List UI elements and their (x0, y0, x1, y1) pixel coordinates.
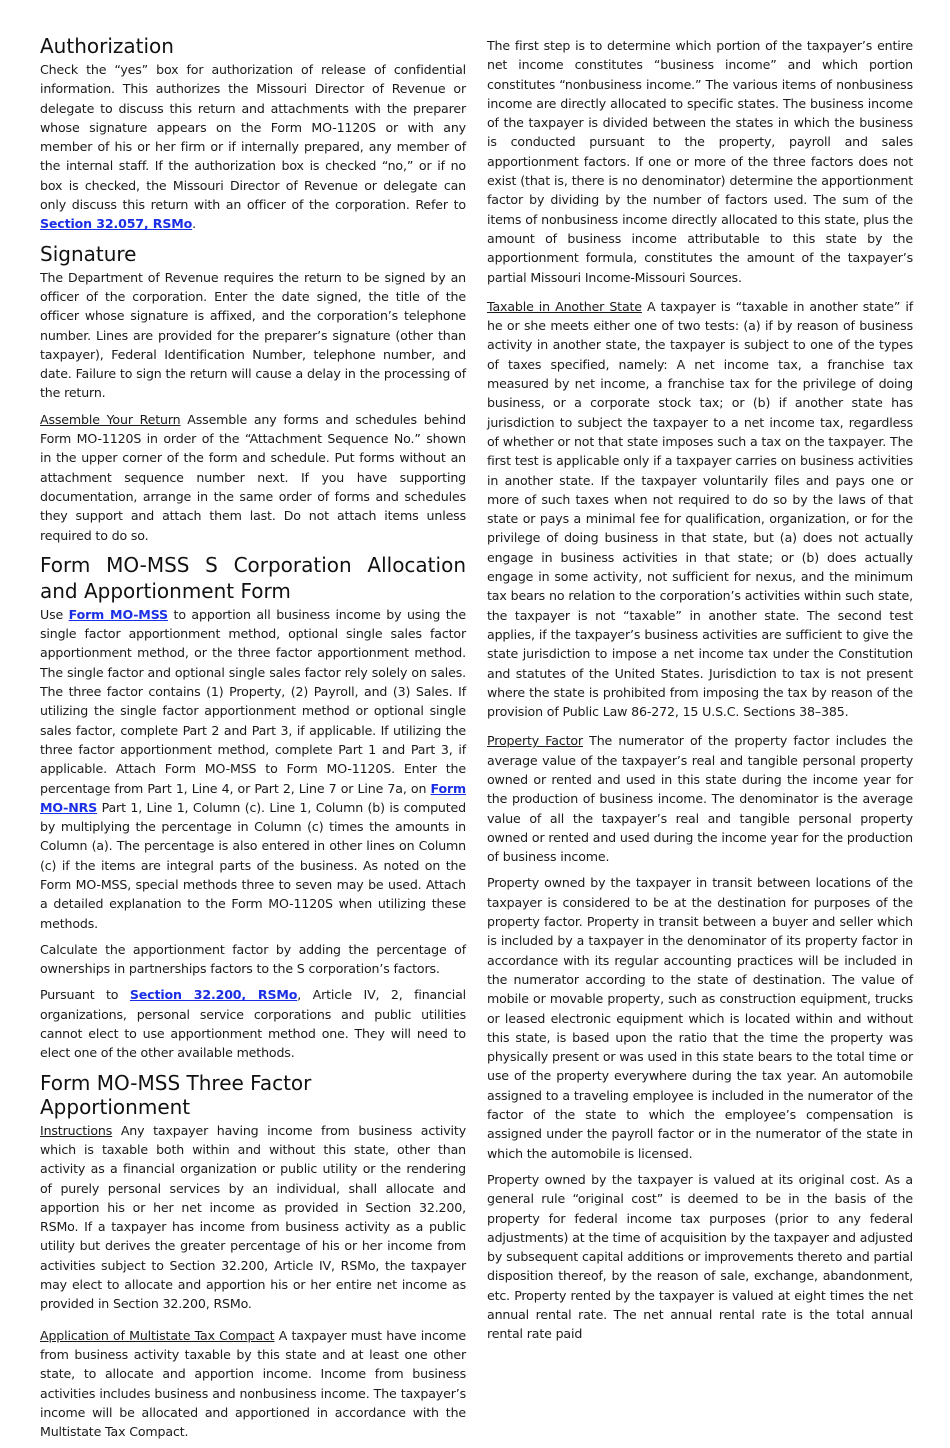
mo-mss-paragraph-1: Use Form MO-MSS to apportion all business income by using the single factor apportionment method, optional single sales factor apportionment method, or the three factor apportionment method. The single factor and optional single sales factor rely solely on sales. The three factor contains (1) Property, (2) Payroll, and (3) Sales. If utilizing the single factor apportionment method or optional single sales factor, complete Part 2 and Part 3, if applicable. If utilizing the three factor apportionment method, complete Part 1 and Part 3, if applicable. Attach Form MO-MSS to Form MO-1120S. Enter the percentage from Part 1, Line 4, or Part 2, Line 7 or Line 7a, on Form MO-NRS Part 1, Line 1, Column (c). Line 1, Column (b) is computed by multiplying the percentage in Column (c) times the amounts in Column (a). The percentage is also entered in other lines on Column (c) if the items are integral parts of the business. As noted on the Form MO-MSS, special methods three to seven may be used. Attach a detailed explanation to the Form MO-1120S when utilizing these methods. (40, 606, 466, 931)
transit-paragraph: Property owned by the taxpayer in transit between locations of the taxpayer is considered to be at the destination for purposes of the property factor. Property in transit between a buyer and seller which is included by a taxpayer in the denominator of its property factor in accordance with its regular accounting practices will be included in the numerator according to the state of destination. The value of mobile or movable property, such as construction equipment, trucks or leased electronic equipment which is located within and without this state, is based upon the ratio that the time the property was physically present or was used in this state bears to the total time or use of the property everywhere during the tax year. An automobile assigned to a traveling employee is included in the numerator of the factor of the state to which the employee’s compensation is assigned under the payroll factor or in the numerator of the state in which the automobile is licensed. (487, 875, 913, 1161)
instructions-title: Instructions (40, 1122, 113, 1138)
assemble-title: Assemble Your Return (40, 411, 181, 427)
taxable-paragraph: Taxable in Another State A taxpayer is “taxable in another state” if he or she meets either one of two tests: (a) if by reason of business activity in another state, the taxpayer is subject to one of the types of taxes specified, namely: A net income tax, a franchise tax measured by net income, a franchise tax for the privilege of doing business, or a corporate stock tax; or (b) if another state has jurisdiction to subject the taxpayer to a net income tax, regardless of whether or not that state imposes such a tax on the taxpayer. The first test is applicable only if a taxpayer carries on business activities in another state. If the taxpayer voluntarily files and pays one or more of such taxes when not required to do so by the laws of that state or pays a minimal fee for qualification, organization, or for the privilege of doing business in that state, but (a) does not actually engage in business activities in that state; or (b) does actually engage in some activity, not sufficient for nexus, and the minimum tax bears no relation to the corporation’s activities within such state, the taxpayer is not “taxable” in another state. The second test applies, if the taxpayer’s business activities are sufficient to give the state jurisdiction to impose a net income tax under the Constitution and statutes of the United States. Jurisdiction to tax is not present where the state is prohibited from imposing the tax by reason of the provision of Public Law 86-272, 15 U.S.C. Sections 38–385. (487, 298, 914, 720)
property-factor-paragraph: Property Factor The numerator of the property factor includes the average value of the taxpayer’s real and tangible personal property owned or rented and used in this state during the income year for the production of business income. The denominator is the average value of all the taxpayer’s real and tangible personal property owned or rented and used during the income year for the production of business income. (487, 733, 913, 865)
right-column (487, 36, 913, 1351)
mo-mss-heading: Form MO-MSS S Corporation Allocation (40, 552, 466, 577)
section-32-057-link[interactable]: Section 32.057, RSMo (40, 216, 193, 232)
section-32-200-link[interactable]: Section 32.200, RSMo (129, 987, 298, 1003)
assemble-paragraph: Assemble Your Return Assemble any forms and schedules behind Form MO-1120S in order of the “Attachment Sequence No.” shown in the upper corner of the form and schedule. Put forms without an attachment sequence number next. If you have supporting documentation, arrange in the same order of forms and schedules they support and attach them last. Do not attach items unless required to do so. (40, 411, 466, 543)
form-mo-mss-link[interactable]: Form MO-MSS (68, 606, 168, 622)
first-step-paragraph: The first step is to determine which portion of the taxpayer’s entire net income constitutes “business income” and which portion constitutes “nonbusiness income.” The various items of nonbusiness income are directly allocated to specific states. The business income of the taxpayer is divided between the states in which the business is conducted pursuant to the property, payroll and sales apportionment factors. If one or more of the three factors does not exist (that is, there is no denominator) determine the apportionment factor by dividing by the number of factors used. The sum of the items of nonbusiness income directly allocated to this state, plus the amount of business income attributable to this state by the apportionment formula, constitutes the amount of the taxpayer’s partial Missouri Income-Missouri Sources. (487, 38, 913, 285)
property-factor-title: Property Factor (487, 733, 583, 749)
three-factor-heading: Form MO-MSS Three Factor Apportionment (40, 1070, 312, 1119)
taxable-title: Taxable in Another State (487, 298, 642, 314)
form-mo-nrs-link[interactable]: Form MO-NRS (40, 780, 466, 815)
mo-mss-paragraph-2: Calculate the apportionment factor by adding the percentage of ownerships in partnerships factors to the S corporation’s factors. (40, 941, 466, 977)
signature-paragraph: The Department of Revenue requires the return to be signed by an officer of the corporation. Enter the date signed, the title of the officer whose signature is affixed, and the corporation’s telephone number. Lines are provided for the preparer’s signature (other than taxpayer), Federal Identification Number, telephone number, and date. Failure to sign the return will cause a delay in the processing of the return. (40, 269, 466, 401)
instructions-paragraph: Instructions Any taxpayer having income from business activity which is taxable both within and without this state, other than activity as a financial organization or public utility or the rendering of purely personal services by an individual, shall allocate and apportion his or her net income as provided in Section 32.200, RSMo. If a taxpayer has income from business activity as a public utility but derives the greater percentage of his or her income from activities subject to Section 32.200, Article IV, RSMo, the taxpayer may elect to allocate and apportion his or her entire net income as provided in Section 32.200, RSMo. (40, 1122, 466, 1312)
original-cost-paragraph: Property owned by the taxpayer is valued at its original cost. As a general rule “original cost” is deemed to be in the basis of the property for federal income tax purposes (prior to any federal adjustments) at the time of acquisition by the taxpayer and adjusted by subsequent capital additions or improvements thereto and partial disposition thereof, by the reason of sale, exchange, abandonment, etc. Property rented by the taxpayer is valued at eight times the net annual rental rate. The net annual rental rate is the total annual rental rate paid (487, 1171, 913, 1342)
compact-title: Application of Multistate Tax Compact (40, 1327, 275, 1343)
signature-heading: Signature (40, 241, 137, 266)
authorization-paragraph: Check the “yes” box for authorization of release of confidential information. This authorizes the Missouri Director of Revenue or delegate to discuss this return and attachments with the preparer whose signature appears on the Form MO-1120S or with any member of his or her firm or if internally prepared, any member of the internal staff. If the authorization box is checked “no,” or if no box is checked, the Missouri Director of Revenue or delegate can only discuss this return with an officer of the corporation. Refer to Section 32.057, RSMo. (40, 62, 466, 232)
authorization-heading: Authorization (40, 34, 174, 58)
mo-mss-paragraph-3: Pursuant to Section 32.200, RSMo, Article IV, 2, financial organizations, personal service corporations and public utilities cannot elect to use apportionment method one. They will need to elect one of the other available methods. (40, 987, 467, 1061)
compact-paragraph: Application of Multistate Tax Compact A taxpayer must have income from business activity taxable by this state and at least one other state, to allocate and apportion income. Income from business activities includes business and nonbusiness income. The taxpayer’s income will be allocated and apportioned in accordance with the Multistate Tax Compact. (40, 1327, 466, 1440)
left-column (40, 34, 466, 1448)
mo-mss-heading-line2: and Apportionment Form (40, 578, 291, 603)
